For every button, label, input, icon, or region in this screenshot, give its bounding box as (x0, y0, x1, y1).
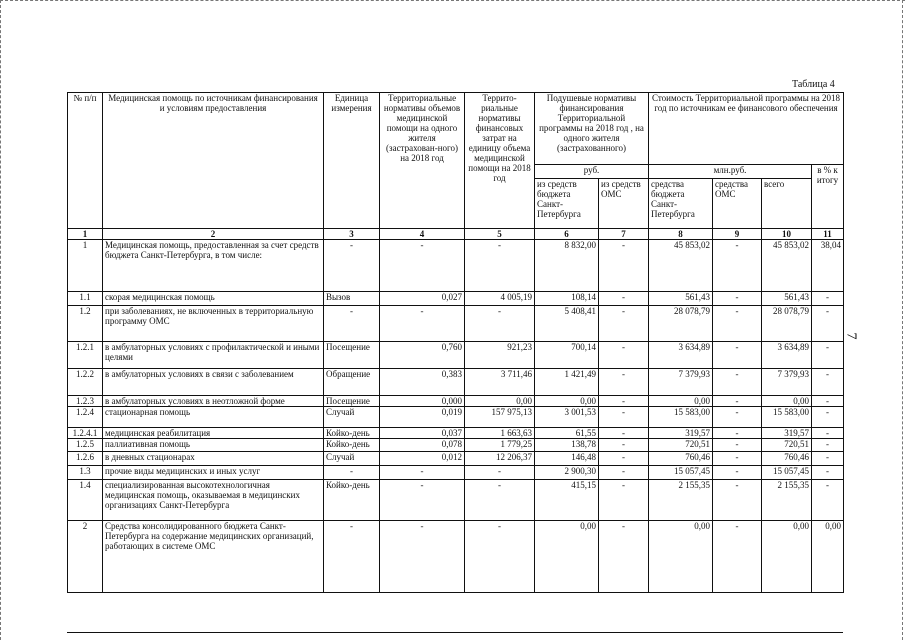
row-pc-oms: - (599, 521, 649, 593)
row-cost-total: 0,00 (762, 396, 812, 407)
row-name: стационарная помощь (103, 407, 324, 428)
col-number: 7 (599, 229, 649, 240)
row-pc-budget: 3 001,53 (535, 407, 599, 428)
row-cost-percent: - (812, 396, 844, 407)
row-pc-oms: - (599, 342, 649, 369)
row-cost-percent: - (812, 306, 844, 342)
scan-frame-left (0, 0, 1, 640)
row-num: 1 (68, 240, 103, 292)
row-num: 1.1 (68, 292, 103, 306)
header-per-capita-unit: руб. (535, 165, 649, 179)
row-pc-budget: 8 832,00 (535, 240, 599, 292)
row-pc-oms: - (599, 452, 649, 466)
row-pc-budget: 108,14 (535, 292, 599, 306)
header-cost-unit: млн.руб. (649, 165, 812, 179)
row-pc-oms: - (599, 306, 649, 342)
table-row (68, 521, 844, 593)
col-number: 10 (762, 229, 812, 240)
row-pc-oms: - (599, 396, 649, 407)
header-num: № п/п (68, 93, 103, 229)
table-row (68, 342, 844, 369)
column-numbers-row (68, 229, 844, 240)
row-cost-budget: 319,57 (649, 428, 713, 439)
row-norm-volume: 0,019 (380, 407, 465, 428)
financing-table (67, 92, 844, 593)
row-cost-oms: - (713, 428, 762, 439)
row-cost-oms: - (713, 452, 762, 466)
row-cost-total: 7 379,93 (762, 369, 812, 396)
row-num: 1.2.3 (68, 396, 103, 407)
row-cost-budget: 720,51 (649, 439, 713, 452)
row-norm-volume: - (380, 240, 465, 292)
row-pc-budget: 415,15 (535, 480, 599, 521)
row-pc-oms: - (599, 466, 649, 480)
row-num: 1.3 (68, 466, 103, 480)
row-num: 1.2.4.1 (68, 428, 103, 439)
row-cost-total: 28 078,79 (762, 306, 812, 342)
row-pc-budget: 0,00 (535, 396, 599, 407)
row-norm-cost: 4 005,19 (465, 292, 535, 306)
table-row (68, 428, 844, 439)
row-cost-budget: 28 078,79 (649, 306, 713, 342)
row-num: 1.2 (68, 306, 103, 342)
row-norm-cost: 0,00 (465, 396, 535, 407)
row-cost-total: 760,46 (762, 452, 812, 466)
row-pc-oms: - (599, 292, 649, 306)
row-cost-budget: 15 583,00 (649, 407, 713, 428)
table-row (68, 240, 844, 292)
table-row (68, 369, 844, 396)
header-norm-cost: Террито-риальные нормативы финансовых затрат на единицу объема медицинской помощи на 2018 год (465, 93, 535, 229)
row-num: 1.2.4 (68, 407, 103, 428)
col-number: 8 (649, 229, 713, 240)
row-num: 1.2.2 (68, 369, 103, 396)
header-cost-oms: средства ОМС (713, 179, 762, 229)
row-cost-budget: 45 853,02 (649, 240, 713, 292)
row-cost-percent: - (812, 480, 844, 521)
col-number: 6 (535, 229, 599, 240)
row-cost-percent: - (812, 407, 844, 428)
col-number: 4 (380, 229, 465, 240)
table-body (68, 240, 844, 593)
header-unit: Единица измерения (324, 93, 380, 229)
row-pc-budget: 138,78 (535, 439, 599, 452)
row-norm-cost: 157 975,13 (465, 407, 535, 428)
col-number: 9 (713, 229, 762, 240)
table-row (68, 306, 844, 342)
header-norm-volume: Территориальные нормативы объемов медицинской помощи на одного жителя (застрахован-ного) на 2018 год (380, 93, 465, 229)
row-cost-percent: - (812, 439, 844, 452)
row-norm-volume: - (380, 521, 465, 593)
row-unit: - (324, 521, 380, 593)
table-bottom-edge (67, 632, 843, 633)
page-number: 7 (843, 332, 859, 340)
row-name: при заболеваниях, не включенных в территориальную программу ОМС (103, 306, 324, 342)
row-cost-oms: - (713, 407, 762, 428)
header-cost: Стоимость Территориальной программы на 2018 год по источникам ее финансового обеспечения (649, 93, 844, 165)
row-unit: Койко-день (324, 428, 380, 439)
row-cost-budget: 3 634,89 (649, 342, 713, 369)
table-row (68, 292, 844, 306)
row-norm-cost: 3 711,46 (465, 369, 535, 396)
row-cost-percent: 38,04 (812, 240, 844, 292)
row-cost-budget: 760,46 (649, 452, 713, 466)
row-norm-cost: - (465, 466, 535, 480)
row-cost-budget: 7 379,93 (649, 369, 713, 396)
row-unit: - (324, 240, 380, 292)
row-norm-volume: 0,012 (380, 452, 465, 466)
row-cost-percent: - (812, 342, 844, 369)
row-cost-oms: - (713, 292, 762, 306)
row-norm-volume: 0,383 (380, 369, 465, 396)
row-cost-budget: 15 057,45 (649, 466, 713, 480)
row-cost-percent: - (812, 428, 844, 439)
row-num: 1.2.5 (68, 439, 103, 452)
row-norm-volume: - (380, 306, 465, 342)
row-num: 1.2.1 (68, 342, 103, 369)
row-pc-budget: 0,00 (535, 521, 599, 593)
table-row (68, 439, 844, 452)
row-cost-oms: - (713, 306, 762, 342)
row-pc-budget: 1 421,49 (535, 369, 599, 396)
row-cost-oms: - (713, 439, 762, 452)
row-unit: - (324, 466, 380, 480)
row-cost-oms: - (713, 480, 762, 521)
row-name: паллиативная помощь (103, 439, 324, 452)
table-row (68, 452, 844, 466)
header-pc-budget: из средств бюджета Санкт-Петербурга (535, 179, 599, 229)
row-name: специализированная высокотехнологичная медицинская помощь, оказываемая в медицинских организациях Санкт-Петербурга (103, 480, 324, 521)
row-pc-oms: - (599, 480, 649, 521)
row-num: 1.4 (68, 480, 103, 521)
row-norm-cost: - (465, 480, 535, 521)
row-norm-volume: 0,760 (380, 342, 465, 369)
row-cost-total: 561,43 (762, 292, 812, 306)
header-per-capita: Подушевые нормативы финансирования Территориальной программы на 2018 год , на одного жителя (застрахованного) (535, 93, 649, 165)
row-norm-cost: 1 663,63 (465, 428, 535, 439)
col-number: 3 (324, 229, 380, 240)
row-cost-oms: - (713, 466, 762, 480)
col-number: 11 (812, 229, 844, 240)
row-cost-total: 720,51 (762, 439, 812, 452)
row-norm-cost: 921,23 (465, 342, 535, 369)
row-name: в амбулаторных условиях с профилактической и иными целями (103, 342, 324, 369)
row-name: в амбулаторных условиях в неотложной форме (103, 396, 324, 407)
row-norm-volume: 0,078 (380, 439, 465, 452)
row-name: в амбулаторных условиях в связи с заболеванием (103, 369, 324, 396)
row-unit: Койко-день (324, 480, 380, 521)
row-cost-budget: 0,00 (649, 396, 713, 407)
row-unit: Обращение (324, 369, 380, 396)
table-row (68, 466, 844, 480)
row-name: прочие виды медицинских и иных услуг (103, 466, 324, 480)
header-pc-oms: из средств ОМС (599, 179, 649, 229)
row-name: скорая медицинская помощь (103, 292, 324, 306)
row-norm-volume: - (380, 466, 465, 480)
row-cost-oms: - (713, 521, 762, 593)
row-cost-total: 15 583,00 (762, 407, 812, 428)
row-cost-total: 3 634,89 (762, 342, 812, 369)
row-cost-percent: - (812, 292, 844, 306)
row-name: Медицинская помощь, предоставленная за счет средств бюджета Санкт-Петербурга, в том числе: (103, 240, 324, 292)
row-pc-oms: - (599, 428, 649, 439)
row-unit: - (324, 306, 380, 342)
row-unit: Посещение (324, 396, 380, 407)
scan-frame-top (0, 0, 905, 1)
col-number: 1 (68, 229, 103, 240)
row-norm-volume: 0,037 (380, 428, 465, 439)
row-pc-budget: 5 408,41 (535, 306, 599, 342)
row-name: медицинская реабилитация (103, 428, 324, 439)
row-cost-budget: 561,43 (649, 292, 713, 306)
header-cost-total: всего (762, 179, 812, 229)
table-row (68, 407, 844, 428)
row-pc-budget: 700,14 (535, 342, 599, 369)
row-cost-oms: - (713, 369, 762, 396)
row-norm-cost: 12 206,37 (465, 452, 535, 466)
header-cost-percent: в % к итогу (812, 165, 844, 229)
row-num: 2 (68, 521, 103, 593)
row-pc-oms: - (599, 439, 649, 452)
scan-frame-right (902, 0, 903, 640)
row-name: Средства консолидированного бюджета Санкт-Петербурга на содержание медицинских организаций, работающих в системе ОМС (103, 521, 324, 593)
row-norm-cost: - (465, 306, 535, 342)
row-cost-oms: - (713, 240, 762, 292)
row-unit: Койко-день (324, 439, 380, 452)
row-norm-volume: 0,000 (380, 396, 465, 407)
row-cost-total: 15 057,45 (762, 466, 812, 480)
row-name: в дневных стационарах (103, 452, 324, 466)
row-cost-total: 2 155,35 (762, 480, 812, 521)
row-norm-cost: 1 779,25 (465, 439, 535, 452)
row-pc-budget: 61,55 (535, 428, 599, 439)
table-row (68, 480, 844, 521)
row-unit: Случай (324, 452, 380, 466)
row-cost-percent: - (812, 452, 844, 466)
row-pc-oms: - (599, 407, 649, 428)
row-norm-cost: - (465, 240, 535, 292)
row-cost-percent: - (812, 369, 844, 396)
row-cost-percent: 0,00 (812, 521, 844, 593)
row-cost-oms: - (713, 342, 762, 369)
row-num: 1.2.6 (68, 452, 103, 466)
col-number: 5 (465, 229, 535, 240)
row-pc-oms: - (599, 240, 649, 292)
table-row (68, 396, 844, 407)
row-cost-total: 0,00 (762, 521, 812, 593)
row-cost-total: 319,57 (762, 428, 812, 439)
row-cost-budget: 2 155,35 (649, 480, 713, 521)
table-label: Таблица 4 (792, 79, 835, 90)
header-name: Медицинская помощь по источникам финансирования и условиям предоставления (103, 93, 324, 229)
row-pc-budget: 146,48 (535, 452, 599, 466)
row-pc-oms: - (599, 369, 649, 396)
row-cost-percent: - (812, 466, 844, 480)
row-pc-budget: 2 900,30 (535, 466, 599, 480)
header-cost-budget: средства бюджета Санкт-Петербурга (649, 179, 713, 229)
row-unit: Посещение (324, 342, 380, 369)
row-cost-budget: 0,00 (649, 521, 713, 593)
row-norm-volume: - (380, 480, 465, 521)
row-cost-total: 45 853,02 (762, 240, 812, 292)
row-unit: Вызов (324, 292, 380, 306)
row-norm-cost: - (465, 521, 535, 593)
col-number: 2 (103, 229, 324, 240)
row-unit: Случай (324, 407, 380, 428)
row-norm-volume: 0,027 (380, 292, 465, 306)
row-cost-oms: - (713, 396, 762, 407)
